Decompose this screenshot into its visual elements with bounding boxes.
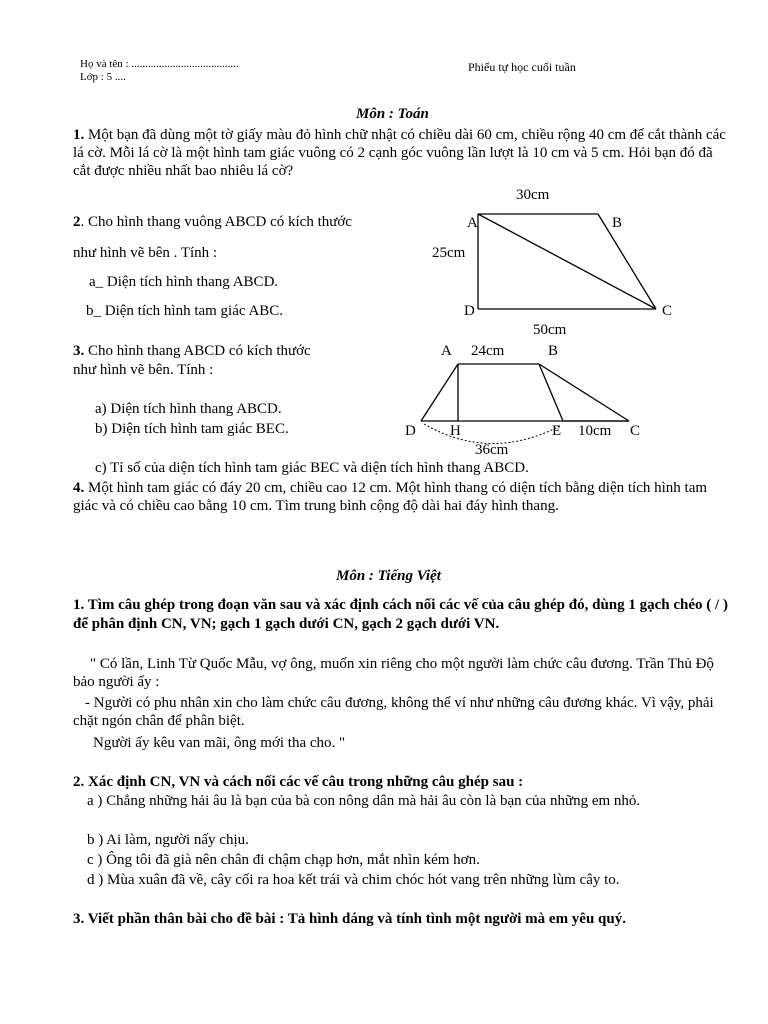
fig2-vertex-d: D	[464, 303, 475, 319]
fig3-point-h: H	[450, 423, 461, 439]
fig2-bottom-length: 50cm	[533, 322, 567, 338]
math-q1-number: 1.	[73, 127, 85, 143]
math-question-4	[73, 479, 733, 515]
fig3-ec-length: 10cm	[578, 423, 612, 439]
fig2-vertex-a: A	[467, 215, 478, 231]
fig3-vertex-b: B	[548, 343, 559, 359]
math-q1-text: Một bạn đã dùng một tờ giấy màu đỏ hình chữ nhật có chiều dài 60 cm, chiều rộng 40 cm để cắt thành các lá cờ. Mỗi lá cờ là một hình tam giác vuông có 2 cạnh góc vuông lần lượt là 10 cm và 5 cm. Hỏi bạn đó đã cắt được nhiều nhất bao nhiêu lá cờ?	[73, 127, 726, 179]
viet-question-2: 2. Xác định CN, VN và cách nối các vế câu trong những câu ghép sau :	[73, 774, 524, 790]
fig2-vertex-b: B	[612, 215, 623, 231]
sheet-title: Phiếu tự học cuối tuần	[468, 60, 576, 74]
math-q3-line1-text: Cho hình thang ABCD có kích thước	[84, 343, 311, 359]
math-q3-part-b: b) Diện tích hình tam giác BEC.	[95, 421, 289, 437]
math-q2-line2: như hình vẽ bên . Tính :	[73, 245, 218, 261]
math-q4-number: 4.	[73, 480, 85, 496]
fig3-point-e: E	[552, 423, 562, 439]
fig3-vertex-c: C	[630, 423, 641, 439]
viet-q2-part-b: b ) Ai làm, người nấy chịu.	[87, 832, 249, 848]
fig3-vertex-d: D	[405, 423, 416, 439]
viet-q1-paragraph-3: Người ấy kêu van mãi, ông mới tha cho. "	[93, 735, 346, 751]
fig3-vertex-a: A	[441, 343, 452, 359]
viet-q2-part-c: c ) Ông tôi đã già nên chân đi chậm chạp hơn, mắt nhìn kém hơn.	[87, 852, 480, 868]
math-q3-part-a: a) Diện tích hình thang ABCD.	[95, 401, 282, 417]
fig3-bottom-length: 36cm	[475, 442, 509, 458]
fig2-left-length: 25cm	[432, 245, 466, 261]
math-q3-line2: như hình vẽ bên. Tính :	[73, 362, 214, 378]
math-q2-part-a: a_ Diện tích hình thang ABCD.	[89, 274, 279, 290]
viet-q2-part-a: a ) Chẳng những hải âu là bạn của bà con nông dân mà hải âu còn là bạn của những em nhỏ.	[87, 793, 641, 809]
fig2-vertex-c: C	[662, 303, 673, 319]
viet-q2-part-d: d ) Mùa xuân đã về, cây cối ra hoa kết trái và chim chóc hót vang trên những lùm cây to.	[87, 872, 620, 888]
math-subject-heading: Môn : Toán	[356, 106, 429, 122]
viet-q1-paragraph-1: " Có lần, Linh Từ Quốc Mẫu, vợ ông, muốn xin riêng cho một người làm chức câu đương. Trần Thủ Độ bảo người ấy :	[73, 656, 714, 690]
name-line: Họ và tên : .......................................	[80, 58, 239, 70]
viet-q1-paragraph-2: - Người có phu nhân xin cho làm chức câu đương, không thể ví như những câu đương khác. Vì vậy, phải chặt ngón chân để phân biệt.	[73, 695, 714, 729]
class-line: Lớp : 5 ....	[80, 71, 126, 83]
math-q4-text: Một hình tam giác có đáy 20 cm, chiều cao 12 cm. Một hình thang có diện tích bằng diện tích hình tam giác và có chiều cao bằng 10 cm. Tìm trung bình cộng độ dài hai đáy hình thang.	[73, 480, 708, 514]
math-q2-number: 2	[73, 214, 81, 230]
viet-question-3: 3. Viết phần thân bài cho đề bài : Tả hình dáng và tính tình một người mà em yêu quý.	[73, 911, 626, 927]
math-q3-number: 3.	[73, 343, 85, 359]
viet-question-1: 1. Tìm câu ghép trong đoạn văn sau và xác định cách nối các vế của câu ghép đó, dùng 1 gạch chéo ( / ) để phân định CN, VN; gạch 1 gạch dưới CN, gạch 2 gạch dưới VN.	[73, 597, 728, 632]
fig2-top-length: 30cm	[516, 187, 550, 203]
fig3-top-length: 24cm	[471, 343, 505, 359]
math-q2-line1-text: . Cho hình thang vuông ABCD có kích thước	[80, 214, 352, 230]
viet-subject-heading: Môn : Tiếng Việt	[336, 568, 441, 584]
math-q3-part-c: c) Tỉ số của diện tích hình tam giác BEC và diện tích hình thang ABCD.	[95, 460, 529, 476]
math-q2-part-b: b_ Diện tích hình tam giác ABC.	[86, 303, 284, 319]
